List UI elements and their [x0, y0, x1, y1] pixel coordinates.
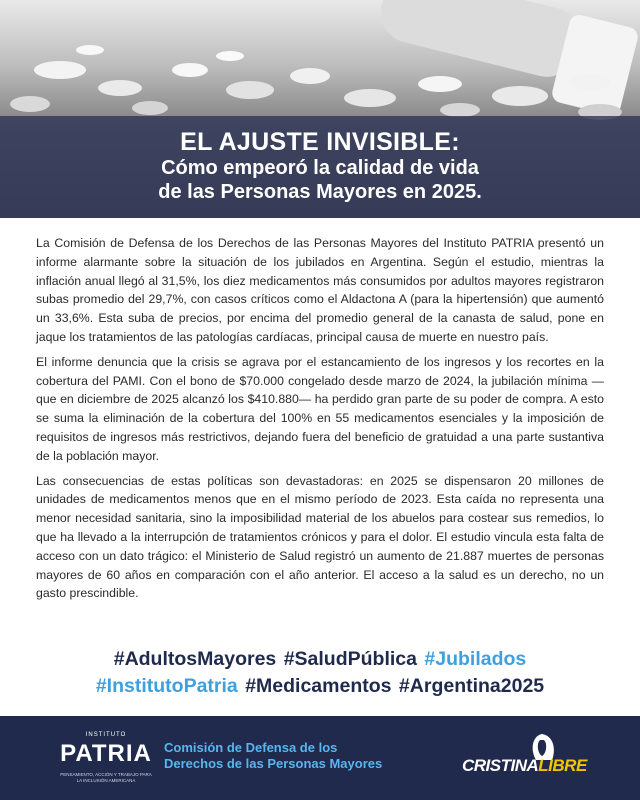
- commission-line-1: Comisión de Defensa de los: [164, 740, 338, 755]
- hashtag: #Medicamentos: [245, 675, 392, 697]
- subheadline-line-1: Cómo empeoró la calidad de vida: [161, 157, 479, 179]
- title-band: [0, 116, 640, 218]
- hashtag: #AdultosMayores: [113, 648, 277, 670]
- hashtag: #Argentina2025: [398, 675, 545, 697]
- hashtags: [0, 646, 640, 700]
- hashtag-line-2: [0, 673, 640, 700]
- brand-part-1: CRISTINA: [462, 756, 539, 775]
- commission-name: [164, 740, 424, 772]
- subheadline-line-2: de las Personas Mayores en 2025.: [158, 181, 482, 203]
- headline: EL AJUSTE INVISIBLE:: [180, 128, 460, 156]
- paragraph: La Comisión de Defensa de los Derechos de las Personas Mayores del Instituto PATRIA presentó un informe alarmante sobre la situación de los jubilados en Argentina. Según el estudio, mientras la inflación anual llegó al 31,5%, los diez medicamentos más consumidos por adultos mayores registraron subas promedio del 29,7%, con casos críticos como el Aldactona A (para la hipertensión) que aumentó un 33,6%. Esta suba de precios, por encima del promedio general de la canasta de salud, pone en jaque los tratamientos de las patologías cardíacas, principal causa de muerte en nuestro país.: [36, 236, 604, 344]
- hashtag: #InstitutoPatria: [95, 675, 238, 697]
- commission-line-2: Derechos de las Personas Mayores: [164, 756, 383, 771]
- hero-image: [0, 0, 640, 218]
- cristina-libre-logo: [462, 736, 592, 788]
- brand-text: [462, 756, 592, 776]
- paragraph: Las consecuencias de estas políticas son devastadoras: en 2025 se dispensaron 20 millones de unidades de medicamentos menos que en el mismo período de 2023. Esta caída no representa una menor necesidad sanitaria, sino la imposibilidad material de los abuelos para costear sus remedios, lo que ha llevado a la interrupción de tratamientos crónicos y para el dolor. El estudio vincula esta falta de acceso con un dato trágico: el Ministerio de Salud registró un aumento de 21.887 muertes de personas mayores de 60 años en comparación con el año anterior. El acceso a la salud es un derecho, no un gasto prescindible.: [36, 473, 604, 601]
- logo-name: PATRIA: [60, 740, 152, 767]
- logo-tagline: PENSAMIENTO, ACCIÓN Y TRABAJO PARA LA INCLUSIÓN AMERICANA: [60, 772, 152, 783]
- logo-small-text: INSTITUTO: [85, 732, 127, 738]
- instituto-patria-logo: [58, 732, 154, 788]
- brand-part-2: LIBRE: [538, 756, 587, 775]
- article-body: [36, 234, 604, 609]
- hashtag: #Jubilados: [424, 648, 527, 670]
- paragraph: El informe denuncia que la crisis se agrava por el estancamiento de los ingresos y los recortes en la cobertura del PAMI. Con el bono de $70.000 congelado desde marzo de 2024, la jubilación mínima —que en diciembre de 2025 alcanzó los $410.880— ha perdido gran parte de su poder de compra. A esto se suma la eliminación de la cobertura del 100% en 55 medicamentos esenciales y la imposición de requisitos de ingresos más restrictivos, dejando fuera del beneficio de gratuidad a una parte sustantiva de la población mayor.: [36, 354, 604, 463]
- hashtag-line-1: [0, 646, 640, 673]
- hashtag: #SaludPública: [283, 648, 417, 670]
- footer: [0, 716, 640, 800]
